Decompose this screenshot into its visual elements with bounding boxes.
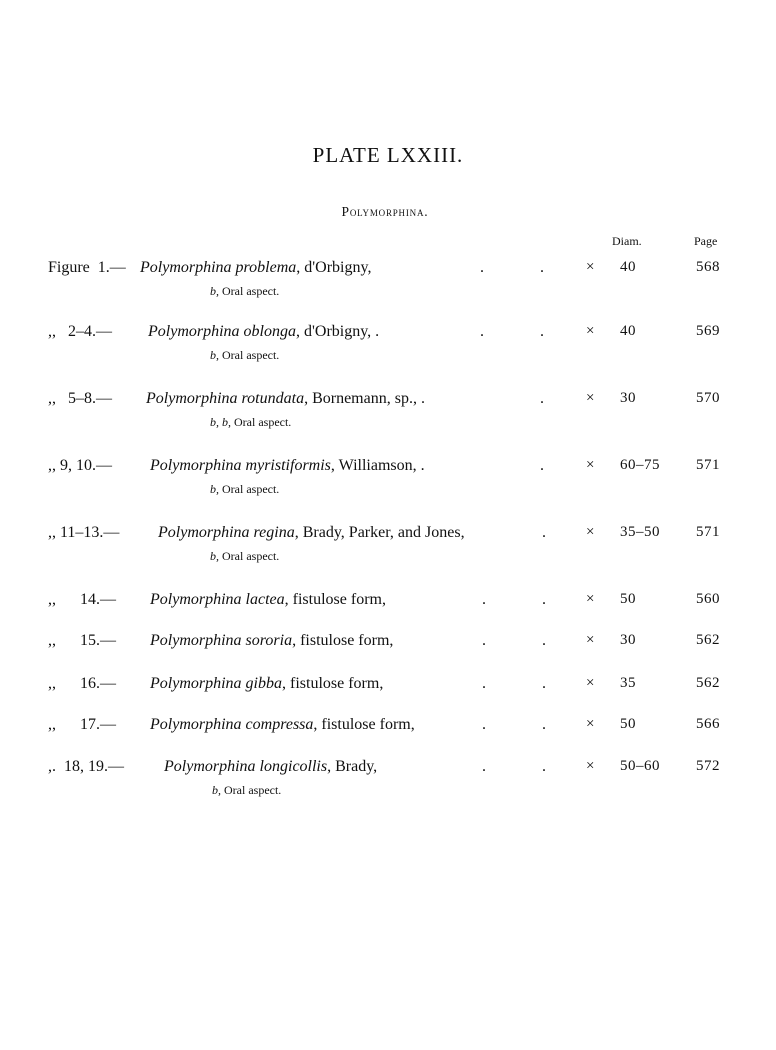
- species-name: Polymorphina sororia: [150, 632, 293, 649]
- page-number: 571: [696, 457, 720, 473]
- leader-dot: .: [480, 259, 484, 276]
- leader-dot: .: [540, 390, 544, 407]
- section-title: Polymorphina.: [341, 204, 429, 219]
- diameter-value: 30: [620, 390, 636, 406]
- species-entry: [158, 524, 465, 542]
- magnification-times: ×: [586, 524, 595, 540]
- page-number: 566: [696, 716, 720, 732]
- plate-title: PLATE LXXIII.: [312, 143, 464, 167]
- magnification-times: ×: [586, 323, 595, 339]
- species-name: Polymorphina compressa: [150, 716, 314, 733]
- leader-dot: .: [482, 675, 486, 692]
- leader-dot: .: [540, 323, 544, 340]
- species-authority: , Brady, Parker, and Jones,: [294, 524, 465, 541]
- species-authority: , Brady,: [327, 758, 378, 775]
- aspect-note: [210, 284, 279, 299]
- leader-dot: .: [480, 323, 484, 340]
- species-name: Polymorphina myristiformis: [150, 457, 331, 474]
- figure-entry: [0, 323, 776, 373]
- species-name: Polymorphina lactea: [150, 591, 285, 608]
- species-entry: [150, 675, 383, 693]
- aspect-text: Oral aspect.: [231, 415, 292, 429]
- species-authority: , fistulose form,: [292, 632, 394, 649]
- species-entry: [150, 632, 393, 650]
- figure-entry: [0, 758, 776, 808]
- species-entry: [150, 591, 386, 609]
- species-entry: [150, 457, 425, 475]
- aspect-text: Oral aspect.: [219, 348, 280, 362]
- species-authority: , fistulose form,: [284, 591, 386, 608]
- figure-number: Figure 1.—: [48, 259, 126, 276]
- page-number: 562: [696, 675, 720, 691]
- aspect-letters: b,: [210, 549, 219, 563]
- magnification-times: ×: [586, 591, 595, 607]
- magnification-times: ×: [586, 758, 595, 774]
- figure-number: ,, 15.—: [48, 632, 116, 649]
- aspect-letters: b,: [210, 482, 219, 496]
- aspect-note: [210, 415, 291, 430]
- magnification-times: ×: [586, 632, 595, 648]
- leader-dot: .: [542, 675, 546, 692]
- species-authority: , d'Orbigny, .: [296, 323, 380, 340]
- aspect-text: Oral aspect.: [221, 783, 282, 797]
- magnification-times: ×: [586, 675, 595, 691]
- figure-number: ,, 5–8.—: [48, 390, 112, 407]
- magnification-times: ×: [586, 259, 595, 275]
- diameter-value: 60–75: [620, 457, 660, 473]
- species-name: Polymorphina longicollis: [164, 758, 328, 775]
- leader-dot: .: [542, 716, 546, 733]
- page-number: 570: [696, 390, 720, 406]
- page-number: 571: [696, 524, 720, 540]
- magnification-times: ×: [586, 390, 595, 406]
- species-authority: , d'Orbigny,: [296, 259, 372, 276]
- aspect-note: [210, 482, 279, 497]
- figure-entry: [0, 259, 776, 309]
- column-header-diam: Diam.: [612, 234, 642, 248]
- figure-number: ,, 11–13.—: [48, 524, 120, 541]
- figure-number: ,, 2–4.—: [48, 323, 112, 340]
- aspect-note: [210, 549, 279, 564]
- species-name: Polymorphina oblonga: [148, 323, 296, 340]
- page-number: 569: [696, 323, 720, 339]
- diameter-value: 50: [620, 716, 636, 732]
- aspect-note: [210, 348, 279, 363]
- aspect-note: [212, 783, 281, 798]
- leader-dot: .: [542, 632, 546, 649]
- species-authority: , Bornemann, sp., .: [304, 390, 425, 407]
- leader-dot: .: [482, 591, 486, 608]
- figure-number: ,, 17.—: [48, 716, 116, 733]
- figure-entry: [0, 390, 776, 440]
- page-number: 560: [696, 591, 720, 607]
- species-entry: [146, 390, 425, 408]
- magnification-times: ×: [586, 716, 595, 732]
- leader-dot: .: [482, 716, 486, 733]
- diameter-value: 50: [620, 591, 636, 607]
- diameter-value: 40: [620, 323, 636, 339]
- figure-number: ,, 16.—: [48, 675, 116, 692]
- figure-entry: [0, 457, 776, 507]
- aspect-letters: b, b,: [210, 415, 231, 429]
- species-entry: [164, 758, 377, 776]
- leader-dot: .: [540, 259, 544, 276]
- aspect-text: Oral aspect.: [219, 482, 280, 496]
- species-name: Polymorphina regina: [158, 524, 295, 541]
- species-authority: , fistulose form,: [313, 716, 415, 733]
- diameter-value: 30: [620, 632, 636, 648]
- leader-dot: .: [542, 758, 546, 775]
- leader-dot: .: [542, 524, 546, 541]
- species-authority: , fistulose form,: [282, 675, 384, 692]
- page-number: 562: [696, 632, 720, 648]
- leader-dot: .: [482, 758, 486, 775]
- leader-dot: .: [540, 457, 544, 474]
- figure-entry: [0, 524, 776, 574]
- species-entry: [140, 259, 371, 277]
- aspect-letters: b,: [212, 783, 221, 797]
- leader-dot: .: [482, 632, 486, 649]
- leader-dot: .: [542, 591, 546, 608]
- diameter-value: 35: [620, 675, 636, 691]
- page-number: 572: [696, 758, 720, 774]
- magnification-times: ×: [586, 457, 595, 473]
- figure-number: ,, 9, 10.—: [48, 457, 112, 474]
- aspect-letters: b,: [210, 284, 219, 298]
- species-entry: [150, 716, 415, 734]
- species-name: Polymorphina gibba: [150, 675, 282, 692]
- column-header-page: Page: [694, 234, 718, 248]
- species-name: Polymorphina problema: [140, 259, 297, 276]
- diameter-value: 40: [620, 259, 636, 275]
- aspect-text: Oral aspect.: [219, 549, 280, 563]
- diameter-value: 35–50: [620, 524, 660, 540]
- species-authority: , Williamson, .: [330, 457, 425, 474]
- figure-number: ,, 14.—: [48, 591, 116, 608]
- page-number: 568: [696, 259, 720, 275]
- aspect-text: Oral aspect.: [219, 284, 280, 298]
- figure-number: ,. 18, 19.—: [48, 758, 124, 775]
- aspect-letters: b,: [210, 348, 219, 362]
- diameter-value: 50–60: [620, 758, 660, 774]
- species-name: Polymorphina rotundata: [146, 390, 305, 407]
- species-entry: [148, 323, 379, 341]
